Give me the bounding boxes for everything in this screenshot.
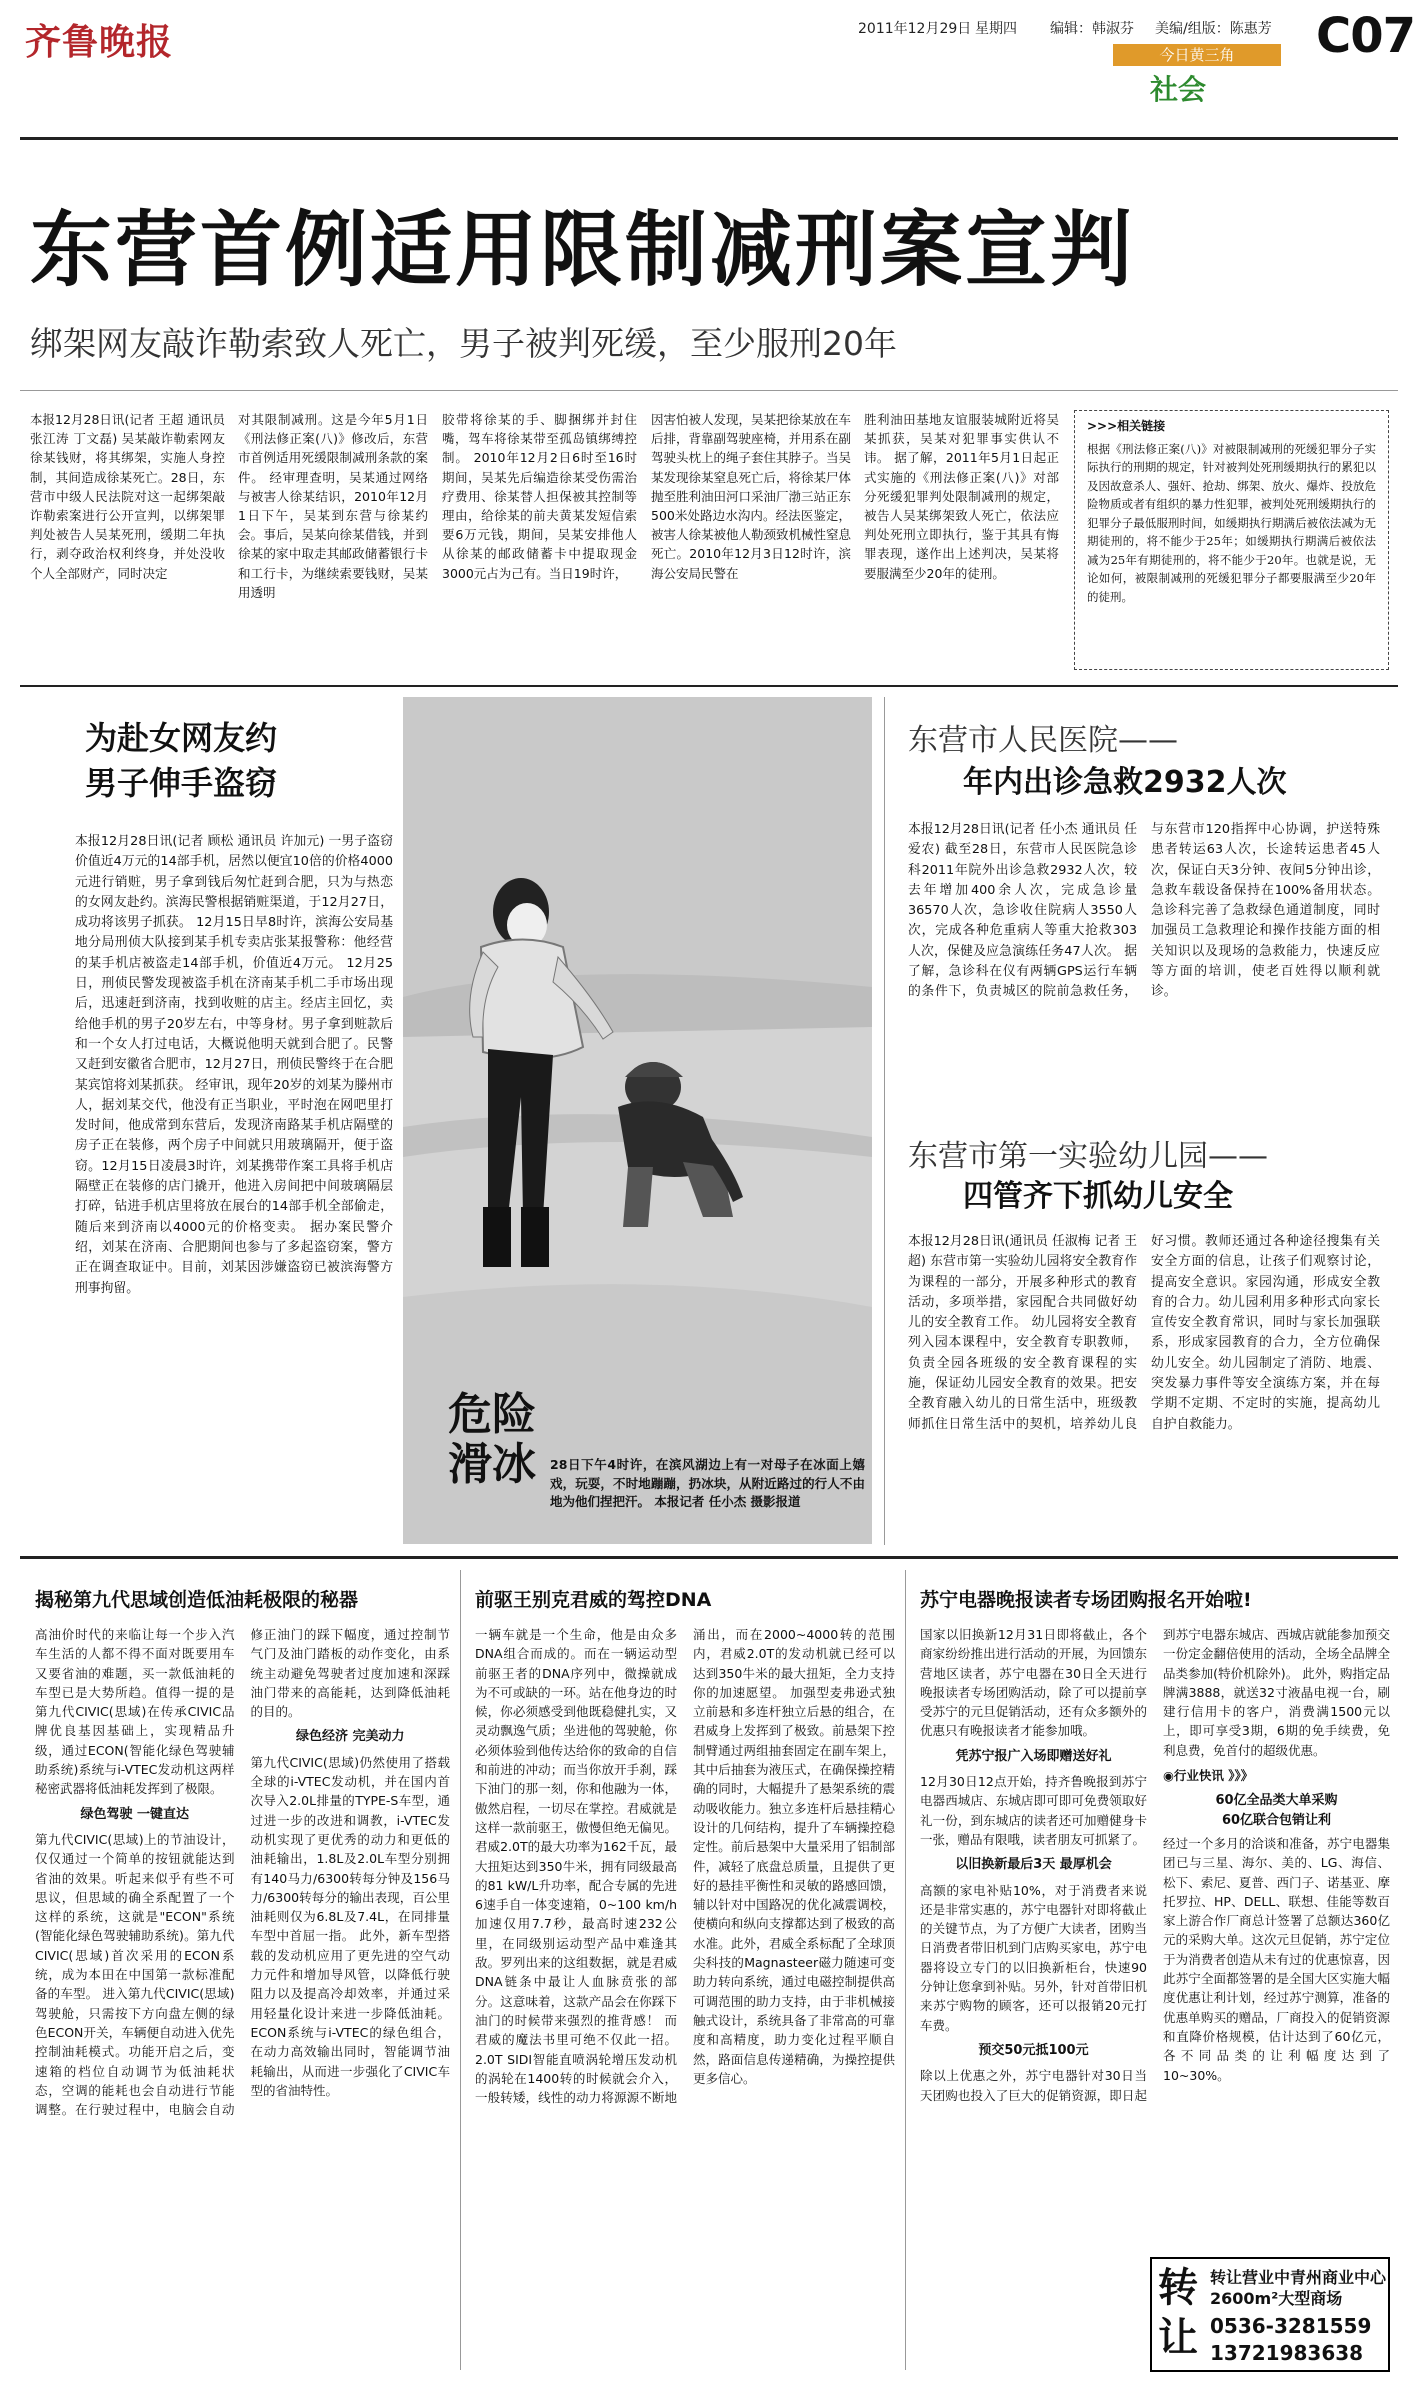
related-link-title: >>>相关链接 [1087,419,1166,433]
hospital-body: 本报12月28日讯(记者 任小杰 通讯员 任爱农) 截至28日，东营市人民医院急诊科2011年院外出诊急救2932人次，较去年增加400余人次，完成急诊量36570人次，急诊收住院病人3550人次，完成各种危重病人等重大抢救303人次，保健及应急演练任务47人次。 据了解，急诊科在仪有两辆GPS运行车辆的条件下，负责城区的院前急救任务，与东营市120指挥中心协调，护送特殊患者转运63人次，长途转运患者45人次，保证白天3分钟、夜间5分钟出诊，急救车载设备保持在100%备用状态。 急诊科完善了急救绿色通道制度，同时加强员工急救理论和操作技能方面的相关知识以及现场的急救能力，快速反应等方面的培训，使老百姓得以顺利就诊。 [908,822,1380,1000]
suning-subhead-4-label: 行业快讯 [1173,1768,1224,1784]
civic-headline: 揭秘第九代思域创造低油耗极限的秘器 [35,1589,359,1611]
lead-col-5: 胜利油田基地友谊服装城附近将吴某抓获，吴某对犯罪事实供认不讳。 据了解，2011年5月1日起正式实施的《刑法修正案(八)》对部分死缓犯罪判处限制减刑的规定，被告人吴某绑架致人死亡，依法应判处死刑立即执行，鉴于其具有悔罪表现，遂作出上述判决，吴某将要服满至少20年的徒刑。 [864,412,1059,581]
vertical-divider-3 [905,1570,906,2370]
section-name: 社会 [1150,73,1207,106]
suning-bold-1: 60亿全品类大单采购 [1215,1793,1338,1809]
theft-headline-line2: 男子伸手盗窃 [85,764,278,802]
related-link-text: 根据《刑法修正案(八)》对被限制减刑的死缓犯罪分子实际执行的刑期的规定，针对被判处死刑缓期执行的累犯以及因故意杀人、强奸、抢劫、绑架、放火、爆炸、投放危险物质或者有组织的暴力性犯罪，被判处死刑缓期执行的犯罪分子最低服刑时间，如缓期执行期满后被依法减为无期徒刑的，将不能少于25年；如缓期执行期满后被依法减为25年有期徒刑的，将不能少于20年。也就是说，无论如何，被限制减刑的死缓犯罪分子都要服满至少20年的徒刑。 [1087,441,1376,604]
transfer-ad-big-2: 让 [1158,2315,1198,2361]
section-divider-2 [20,1556,1398,1559]
vertical-divider-1 [884,697,885,1545]
photo-title [448,1390,536,1490]
hospital-headline: 年内出诊急救2932人次 [963,765,1287,800]
photo-caption: 28日下午4时许，在滨风湖边上有一对母子在冰面上嬉戏，玩耍，不时地蹦蹦，扔冰块，从附近路过的行人不由地为他们捏把汗。 本报记者 任小杰 摄影报道 [550,1457,865,1509]
theft-body: 本报12月28日讯(记者 顾松 通讯员 许加元) 一男子盗窃价值近4万元的14部手机，居然以便宜10倍的价格4000元进行销赃，男子拿到钱后匆忙赶到合肥，只为与热恋的女网友赴约。滨海民警根据销赃渠道，于12月27日，成功将该男子抓获。 12月15日早8时许，滨海公安局基地分局刑侦大队接到某手机专卖店张某报警称：他经营的某手机店被盗走14部手机，价值近4万元。 12月25日，刑侦民警发现被盗手机在济南某手机二手市场出现后，迅速赶到济南，找到收赃的店主。经店主回忆，卖给他手机的男子20岁左右，中等身材。男子拿到赃款后和一个女人打过电话，大概说他明天就到合肥了。民警又赶到安徽省合肥市，12月27日，刑侦民警终于在合肥某宾馆将刘某抓获。 经审讯，现年20岁的刘某为滕州市人，据刘某交代，他没有正当职业，平时泡在网吧里打发时间，他成常到东营后，发现济南路某手机店隔壁的房子正在装修，两个房子中间就只用玻璃隔开，便于盗窃。12月15日凌晨3时许，刘某携带作案工具将手机店隔壁正在装修的店门撬开，他进入房间把中间玻璃隔层打碎，钻进手机店里将放在展台的14部手机全部偷走，随后来到济南以4000元的价格变卖。 据办案民警介绍，刘某在济南、合肥期间也参与了多起盗窃案，警方正在调查取证中。目前，刘某因涉嫌盗窃已被滨海警方刑事拘留。 [75,834,393,1296]
transfer-ad-phone-2: 13721983638 [1210,2341,1364,2365]
civic-intro: 高油价时代的来临让每一个步入汽车生活的人都不得不面对既要用车又要省油的难题，买一款低油耗的车型已是大势所趋。值得一提的是第九代CIVIC(思域)在传承CIVIC品牌优良基因基础上，实现精品升级，通过ECON(智能化绿色驾驶辅助系统)系统与i-VTEC发动机这两样秘密武器将低油耗发挥到了极限。 [35,1627,235,1797]
suning-subhead-1: 凭苏宁报广入场即赠送好礼 [955,1748,1112,1764]
suning-body [920,1625,1390,2250]
suning-intro: 国家以旧换新12月31日即将截止，各个商家纷纷推出进行活动的开展，为回馈东营地区读者，苏宁电器在30日全天进行晚报读者专场团购活动，除了可以提前享受苏宁的元旦促销活动，还有众多额外的优惠只有晚报读者才能参加哦。 [920,1627,1147,1739]
suning-text-1: 12月30日12点开始，持齐鲁晚报到苏宁电器西城店、东城店即可即可免费领取好礼一份，到东城店的读者还可加赠健身卡一张，赠品有限哦，读者朋友可抓紧了。 [920,1774,1147,1847]
suning-text-3: 除以上优惠之外，苏宁电器针对30日当天团购也投入了巨大的促销资源，即日起到苏宁电器东城店、西城店就能参加预交一份定金翻倍使用的活动，全场全品牌全品类参加(特价机除外)。 此外，购指定品牌满3888，就送32寸液晶电视一台，刷建行信用卡的客户，消费满1500元以上，即可享受3期，6期的免手续费，免利息费，免首付的超级优惠。 [920,1627,1390,2103]
civic-text-2: 第九代CIVIC(思域)仍然使用了搭载全球的i-VTEC发动机，并在国内首次导入2.0L排量的TYPE-S车型，通过进一步的改进和调教，i-VTEC发动机实现了更优秀的动力和更低的油耗输出，1.8L及2.0L车型分别拥有140马力/6300转每分钟及156马力/6300转每分的输出表现，百公里油耗则仅为6.8L及7.4L，在同排量车型中首屈一指。 此外，新车型搭载的发动机应用了更先进的空气动力元件和增加导风管，以降低行驶阻力以及提高冷却效率，并通过采用轻量化设计来进一步降低油耗。 ECON系统与i-VTEC的绿色组合，在动力高效输出同时，智能调节油耗输出，从而进一步强化了CIVIC车型的省油特性。 [250,1754,450,2098]
section-tab: 今日黄三角 [1113,44,1281,66]
newspaper-brand: 齐鲁晚报 [25,21,174,63]
transfer-ad-big [1158,2263,1198,2363]
suning-text-4: 经过一个多月的洽谈和准备，苏宁电器集团已与三星、海尔、美的、LG、海信、松下、索尼、夏普、西门子、诺基亚、摩托罗拉、HP、DELL、联想、佳能等数百家上游合作厂商总计签署了总额达360亿元的采购大单。这次元旦促销，苏宁定位于为消费者创造从未有过的优惠惊喜，因此苏宁全面都签署的是全国大区实施大幅度优惠让利计划，经过苏宁测算，准备的优惠单购买的赠品，厂商投入的促销资源和直降价格规模，估计达到了60亿元，各不同品类的让利幅度达到了10~30%。 [1163,1835,1390,2083]
civic-text-1: 第九代CIVIC(思域)上的节油设计，仅仅通过一个简单的按钮就能达到省油的效果。听起来似乎有些不可思议，但思域的确全系配置了一个这样的系统，这就是"ECON"系统(智能化绿色驾驶辅助系统)。第九代CIVIC(思域)首次采用的ECON系统，成为本田在中国第一款标准配备的车型。 进入第九代CIVIC(思域)驾驶舱，只需按下方向盘左侧的绿色ECON开关，车辆便自动进入优先控制油耗模式。功能开启之后，变速箱的档位自动调节为低油耗状态，空调的能耗也会自动进行节能调整。在行驶过程中，电脑会自动修正油门的踩下幅度，通过控制节气门及油门踏板的动作变化，由系统主动避免驾驶者过度加速和深踩油门带来的高能耗，达到降低油耗的目的。 [35,1627,450,2118]
suning-text-2: 高额的家电补贴10%，对于消费者来说还是非常实惠的，苏宁电器针对即将截止的关键节点，为了方便广大读者，团购当日消费者带旧机到门店购买家电，苏宁电器将设立专门的以旧换新柜台，快速90分钟让您拿到补贴。另外，针对首带旧机来苏宁购物的顾客，还可以报销20元打车费。 [920,1882,1147,2033]
regal-headline: 前驱王别克君威的驾控DNA [475,1589,712,1611]
civic-body [35,1625,450,2370]
header-rule [20,137,1398,140]
section-divider-1 [20,685,1398,687]
civic-subhead-2: 绿色经济 完美动力 [295,1729,405,1745]
lead-col-1: 本报12月28日讯(记者 王超 通讯员 张江涛 丁文磊) 吴某敲诈勒索网友徐某钱财，将其绑架，实施人身控制，其间造成徐某死亡。28日，东营市中级人民法院对这一起绑架敲诈勒索案进行公开宣判，以绑架罪判处被告人吴某死刑，缓期二年执行，剥夺政治权利终身，并处没收个人全部财产，同时决定 [30,412,225,581]
issue-date: 2011年12月29日 [858,21,972,37]
suning-bold-2: 60亿联合包销让利 [1221,1812,1332,1828]
page-number: C07 [1316,8,1416,64]
lead-col-4: 因害怕被人发现，吴某把徐某放在车后排，背靠副驾驶座椅，并用系在副驾驶头枕上的绳子套住其脖子。当吴某发现徐某窒息死亡后，将徐某尸体抛至胜利油田河口采油厂渤三站正东500米处路边水沟内。经法医鉴定，被害人徐某被他人勒颈致机械性窒息死亡。2010年12月3日12时许，滨海公安局民警在 [651,412,851,581]
related-link-box [1074,410,1389,670]
lead-subheadline: 绑架网友敲诈勒索致人死亡，男子被判死缓，至少服刑20年 [30,324,897,363]
vertical-divider-2 [460,1570,461,2370]
transfer-ad-phone-1: 0536-3281559 [1210,2314,1372,2338]
transfer-ad [1150,2257,1390,2372]
suning-subhead-4: ◉行业快讯 》》》 [1163,1768,1254,1784]
kinder-body: 本报12月28日讯(通讯员 任淑梅 记者 王超) 东营市第一实验幼儿园将安全教育作为课程的一部分，开展多种形式的教育活动，多项举措，家园配合共同做好幼儿的安全教育工作。 幼儿园将安全教育列入园本课程中，安全教育专职教师，负责全园各班级的安全教育课程的实施，保证幼儿园安全教育的效果。把安全教育融入幼儿的日常生活中，班级教师抓住日常生活中的契机，培养幼儿良好习惯。教师还通过各种途径搜集有关安全方面的信息，让孩子们观察讨论，提高安全意识。家园沟通，形成安全教育的合力。幼儿园利用多种形式向家长宣传安全教育常识，同时与家长加强联系，形成家园教育的合力，全方位确保幼儿安全。幼儿园制定了消防、地震、突发暴力事件等安全演练方案，并在每学期不定期、不定时的实施，提高幼儿自护自救能力。 [908,1234,1380,1432]
kinder-kicker: 东营市第一实验幼儿园—— [908,1139,1268,1174]
lead-col-2: 对其限制减刑。这是今年5月1日《刑法修正案(八)》修改后，东营市首例适用死缓限制减刑条款的案件。 经审理查明，吴某通过网络与被害人徐某结识，2010年12月1日下午，吴某到东营与徐某约会。事后，吴某向徐某借钱，并到徐某的家中取走其邮政储蓄银行卡和工行卡，为继续索要钱财，吴某用透明 [238,412,428,600]
photo-title-line2: 滑冰 [448,1439,536,1490]
theft-headline-line1: 为赴女网友约 [85,719,278,757]
theft-headline [85,716,277,806]
suning-headline: 苏宁电器晚报读者专场团购报名开始啦! [920,1589,1252,1611]
suning-subhead-3: 预交50元抵100元 [978,2042,1089,2058]
lead-headline: 东营首例适用限制减刑案宣判 [30,203,1136,298]
news-bullet-icon: ◉ [1163,1768,1174,1784]
hospital-kicker: 东营市人民医院—— [908,723,1178,758]
kinder-headline: 四管齐下抓幼儿安全 [963,1179,1233,1214]
regal-body: 一辆车就是一个生命，他是由众多DNA组合而成的。而在一辆运动型前驱王者的DNA序列中，微操就成为不可或缺的一环。站在他身边的时候，你必须感受到他既稳健扎实，又灵动飘逸气质；坐进他的驾驶舱，你必须体验到他传达给你的致命的自信和前进的冲动；而当你放开手刹，踩下油门的那一刻，你和他融为一体，傲然启程，一切尽在掌控。君威就是这样一款前驱王，傲慢但绝无偏见。 君威2.0T的最大功率为162千瓦，最大扭矩达到350牛米，拥有同级最高的81 kW/L升功率，配合专属的先进6速手自一体变速箱，0~100 km/h加速仅用7.7秒，最高时速232公里，在同级别运动型产品中难逢其敌。罗列出来的这组数据，就是君威DNA链条中最让人血脉贲张的部分。这意味着，这款产品会在你踩下油门的时候带来强烈的推背感！ 而君威的魔法书里可绝不仅此一招。2.0T SIDI智能直喷涡轮增压发动机的涡轮在1400转的时候就会介入，一般转矮，线性的动力将源源不断地涌出，而在2000~4000转的范围内，君威2.0T的发动机就已经可以达到350牛米的最大扭矩，全力支持你的加速愿望。 加强型麦弗逊式独立前悬和多连杆独立后悬的组合，在君威身上发挥到了极致。前悬架下控制臂通过两组抽套固定在副车架上，其中后抽套为液压式，在确保操控精确的同时，大幅提升了悬架系统的震动吸收能力。独立多连杆后悬挂精心设计的几何结构，提升了车辆操控稳定性。前后悬架中大量采用了铝制部件，减轻了底盘总质量，且提供了更好的悬挂平衡性和灵敏的路感回馈，辅以针对中国路况的优化减震调校，使横向和纵向支撑都达到了极致的高水准。此外，君威全系标配了全球顶尖科技的Magnasteer磁力随速可变助力转向系统，通过电磁控制提供高可调范围的助力支持，由于非机械接触式设计，系统具备了非常高的可靠度和高精度，助力变化过程平顺自然，路面信息传递精确，为操控提供更多信心。 [475,1627,895,2106]
photo-title-line1: 危险 [448,1389,536,1440]
page-editor: 编辑：韩淑芬 [1050,21,1134,37]
transfer-ad-big-1: 转 [1158,2265,1198,2311]
lead-col-3: 胶带将徐某的手、脚捆绑并封住嘴，驾车将徐某带至孤岛镇绑缚控制。 2010年12月2日6时至16时期间，吴某先后编造徐某受伤需治疗费用、徐某替人担保被其控制等理由，给徐某的前夫黄某发短信索要6万元钱，期间，吴某安排他人从徐某的邮政储蓄卡中提取现金3000元占为己有。当日19时许， [442,412,637,581]
issue-weekday: 星期四 [975,21,1017,37]
page-designer: 美编/组版：陈惠芳 [1155,21,1272,37]
civic-subhead-1: 绿色驾驶 一键直达 [80,1806,190,1822]
lead-divider [20,390,1398,391]
suning-subhead-2: 以旧换新最后3天 最厚机会 [955,1857,1112,1873]
transfer-ad-line: 转让营业中青州商业中心2600m²大型商场 [1210,2268,1387,2308]
